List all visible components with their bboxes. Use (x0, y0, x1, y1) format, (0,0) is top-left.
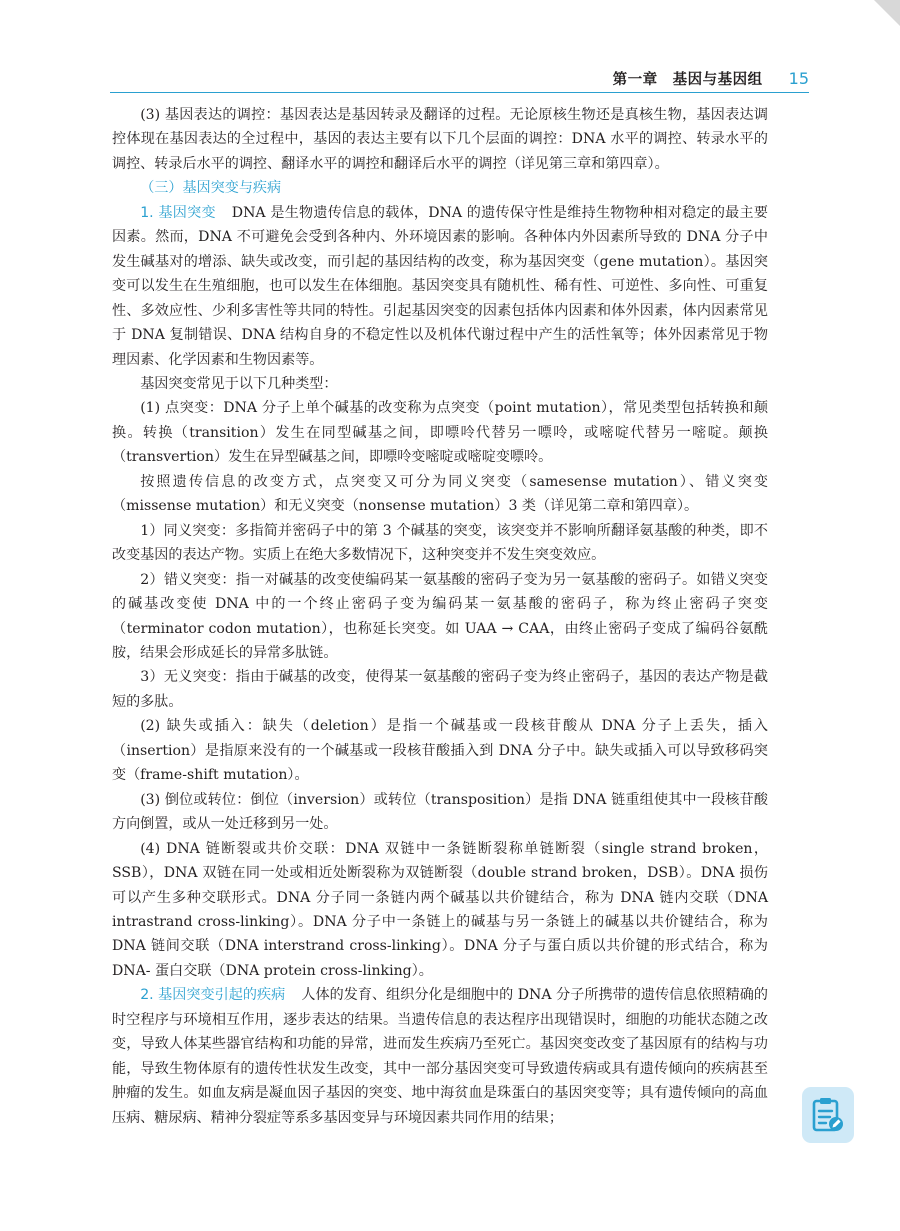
paragraph-gene-mutation (112, 201, 768, 372)
paragraph-mutation-disease (112, 983, 768, 1130)
paragraph-mutation-types: 基因突变常见于以下几种类型： (140, 375, 338, 392)
notes-tab[interactable] (802, 1087, 854, 1143)
subheading-mutation-disease: 2. 基因突变引起的疾病 (140, 987, 286, 1004)
paragraph-point-classification: 按照遗传信息的改变方式，点突变又可分为同义突变（samesense mutation）、错义突变（missense mutation）和无义突变（nonsense mutation）3 类（详见第二章和第四章）。 (112, 473, 768, 515)
page-body (112, 103, 768, 1130)
paragraph-nonsense: 3）无义突变：指由于碱基的改变，使得某一氨基酸的密码子变为终止密码子，基因的表达产物是截短的多肽。 (112, 669, 768, 710)
header-rule (110, 92, 809, 93)
page-number: 15 (788, 69, 809, 88)
clipboard-pen-icon (811, 1096, 845, 1134)
paragraph-samesense: 1）同义突变：多指简并密码子中的第 3 个碱基的突变，该突变并不影响所翻译氨基酸的种类，即不改变基因的表达产物。实质上在绝大多数情况下，这种突变并不发生突变效应。 (112, 522, 768, 564)
paragraph-point-mutation: (1) 点突变：DNA 分子上单个碱基的改变称为点突变（point mutation），常见类型包括转换和颠换。转换（transition）发生在同型碱基之间，即嘌呤代替另一嘌呤，或嘧啶代替另一嘧啶。颠换（transvertion）发生在异型碱基之间，即嘌呤变嘧啶或嘧啶变嘌呤。 (112, 400, 768, 466)
chapter-title: 第一章 基因与基因组 (612, 72, 763, 88)
page-corner-fold (874, 0, 900, 26)
mutation-disease-text: 人体的发育、组织分化是细胞中的 DNA 分子所携带的遗传信息依照精确的时空程序与环境相互作用，逐步表达的结果。当遗传信息的表达程序出现错误时，细胞的功能状态随之改变，导致人体某些器官结构和功能的异常，进而发生疾病乃至死亡。基因突变改变了基因原有的结构与功能，导致生物体原有的遗传性状发生改变，其中一部分基因突变可导致遗传病或具有遗传倾向的疾病甚至肿瘤的发生。如血友病是凝血因子基因的突变、地中海贫血是珠蛋白的基因突变等；具有遗传倾向的高血压病、糖尿病、精神分裂症等系多基因变异与环境因素共同作用的结果； (112, 987, 768, 1126)
paragraph-deletion-insertion: (2) 缺失或插入：缺失（deletion）是指一个碱基或一段核苷酸从 DNA 分子上丢失，插入（insertion）是指原来没有的一个碱基或一段核苷酸插入到 DNA 分子中。缺失或插入可以导致移码突变（frame-shift mutation）。 (112, 718, 768, 784)
gene-mutation-text: DNA 是生物遗传信息的载体，DNA 的遗传保守性是维持生物物种相对稳定的最主要因素。然而，DNA 不可避免会受到各种内、外环境因素的影响。各种体内外因素所导致的 DNA 分子中发生碱基对的增添、缺失或改变，而引起的基因结构的改变，称为基因突变（gene mutation）。基因突变可以发生在生殖细胞，也可以发生在体细胞。基因突变具有随机性、稀有性、可逆性、多向性、可重复性、多效应性、少利多害性等共同的特性。引起基因突变的因素包括体内因素和体外因素，体内因素常见于 DNA 复制错误、DNA 结构自身的不稳定性以及机体代谢过程中产生的活性氧等；体外因素常见于物理因素、化学因素和生物因素等。 (112, 204, 768, 368)
subheading-gene-mutation: 1. 基因突变 (140, 204, 216, 221)
paragraph-strand-break: (4) DNA 链断裂或共价交联：DNA 双链中一条链断裂称单链断裂（single strand broken，SSB），DNA 双链在同一处或相近处断裂称为双链断裂（double strand broken，DSB）。DNA 损伤可以产生多种交联形式。DNA 分子同一条链内两个碱基以共价键结合，称为 DNA 链内交联（DNA intrastrand cross-linking）。DNA 分子中一条链上的碱基与另一条链上的碱基以共价键结合，称为 DNA 链间交联（DNA interstrand cross-linking）。DNA 分子与蛋白质以共价键的形式结合，称为 DNA- 蛋白交联（DNA protein cross-linking）。 (112, 840, 768, 979)
running-header (110, 68, 809, 92)
paragraph-expression-regulation: (3) 基因表达的调控：基因表达是基因转录及翻译的过程。无论原核生物还是真核生物，基因表达调控体现在基因表达的全过程中，基因的表达主要有以下几个层面的调控：DNA 水平的调控、转录水平的调控、转录后水平的调控、翻译水平的调控和翻译后水平的调控（详见第三章和第四章）。 (112, 107, 768, 172)
section-heading: （三）基因突变与疾病 (140, 180, 282, 197)
paragraph-missense: 2）错义突变：指一对碱基的改变使编码某一氨基酸的密码子变为另一氨基酸的密码子。如错义突变的碱基改变使 DNA 中的一个终止密码子变为编码某一氨基酸的密码子，称为终止密码子突变（terminator codon mutation），也称延长突变。如 UAA → CAA，由终止密码子变成了编码谷氨酰胺，结果会形成延长的异常多肽链。 (112, 571, 768, 661)
paragraph-inversion: (3) 倒位或转位：倒位（inversion）或转位（transposition）是指 DNA 链重组使其中一段核苷酸方向倒置，或从一处迁移到另一处。 (112, 791, 768, 833)
